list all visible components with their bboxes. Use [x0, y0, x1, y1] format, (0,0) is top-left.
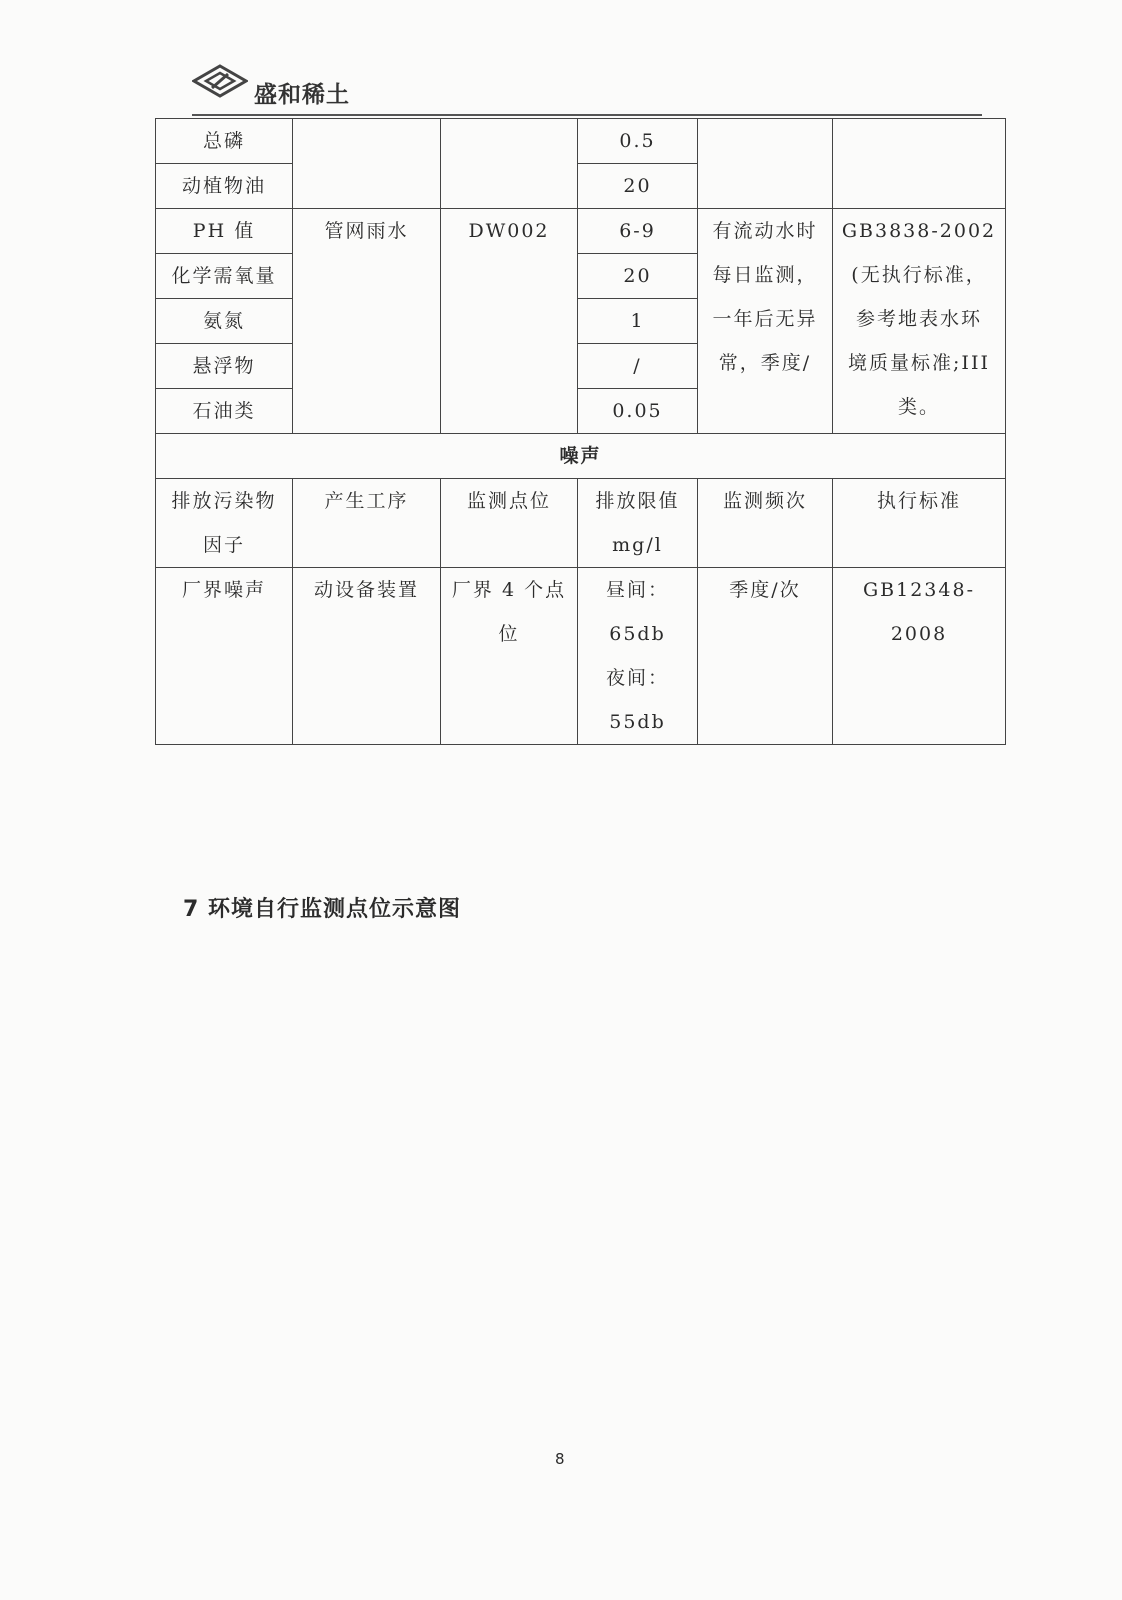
standard-cell [833, 119, 1006, 209]
noise-section-title: 噪声 [156, 434, 1006, 479]
limit-cell: 0.5 [578, 119, 698, 164]
noise-section-row [156, 434, 1006, 479]
limit-cell: 20 [578, 254, 698, 299]
header-factor: 排放污染物 因子 [156, 479, 293, 568]
process-cell: 动设备装置 [293, 568, 441, 745]
header-point: 监测点位 [441, 479, 578, 568]
monitoring-table [155, 118, 1006, 745]
point-cell [441, 119, 578, 209]
company-name: 盛和稀土 [254, 82, 350, 108]
factor-cell: 厂界噪声 [156, 568, 293, 745]
limit-cell: 20 [578, 164, 698, 209]
diamond-logo-icon [192, 64, 248, 98]
page-number: 8 [555, 1450, 565, 1468]
section-heading: 7 环境自行监测点位示意图 [183, 897, 461, 922]
factor-cell: 化学需氧量 [156, 254, 293, 299]
factor-cell: 悬浮物 [156, 344, 293, 389]
frequency-cell [698, 119, 833, 209]
factor-cell: 石油类 [156, 389, 293, 434]
frequency-cell: 有流动水时 每日监测， 一年后无异 常，季度/ [698, 209, 833, 434]
header-frequency: 监测频次 [698, 479, 833, 568]
frequency-cell: 季度/次 [698, 568, 833, 745]
process-cell [293, 119, 441, 209]
noise-header-row [156, 479, 1006, 568]
header-process: 产生工序 [293, 479, 441, 568]
limit-cell: 6-9 [578, 209, 698, 254]
page-header [192, 62, 982, 120]
point-cell: 厂界 4 个点 位 [441, 568, 578, 745]
process-cell: 管网雨水 [293, 209, 441, 434]
header-standard: 执行标准 [833, 479, 1006, 568]
standard-cell: GB3838-2002 (无执行标准， 参考地表水环 境质量标准;III 类。 [833, 209, 1006, 434]
limit-cell: / [578, 344, 698, 389]
factor-cell: PH 值 [156, 209, 293, 254]
limit-cell: 1 [578, 299, 698, 344]
factor-cell: 氨氮 [156, 299, 293, 344]
limit-cell: 昼间： 65db 夜间： 55db [578, 568, 698, 745]
limit-cell: 0.05 [578, 389, 698, 434]
factor-cell: 总磷 [156, 119, 293, 164]
header-limit: 排放限值 mg/l [578, 479, 698, 568]
table-row [156, 119, 1006, 164]
factor-cell: 动植物油 [156, 164, 293, 209]
noise-data-row [156, 568, 1006, 745]
table-row [156, 209, 1006, 254]
header-rule [192, 114, 982, 116]
point-cell: DW002 [441, 209, 578, 434]
standard-cell: GB12348-2008 [833, 568, 1006, 745]
